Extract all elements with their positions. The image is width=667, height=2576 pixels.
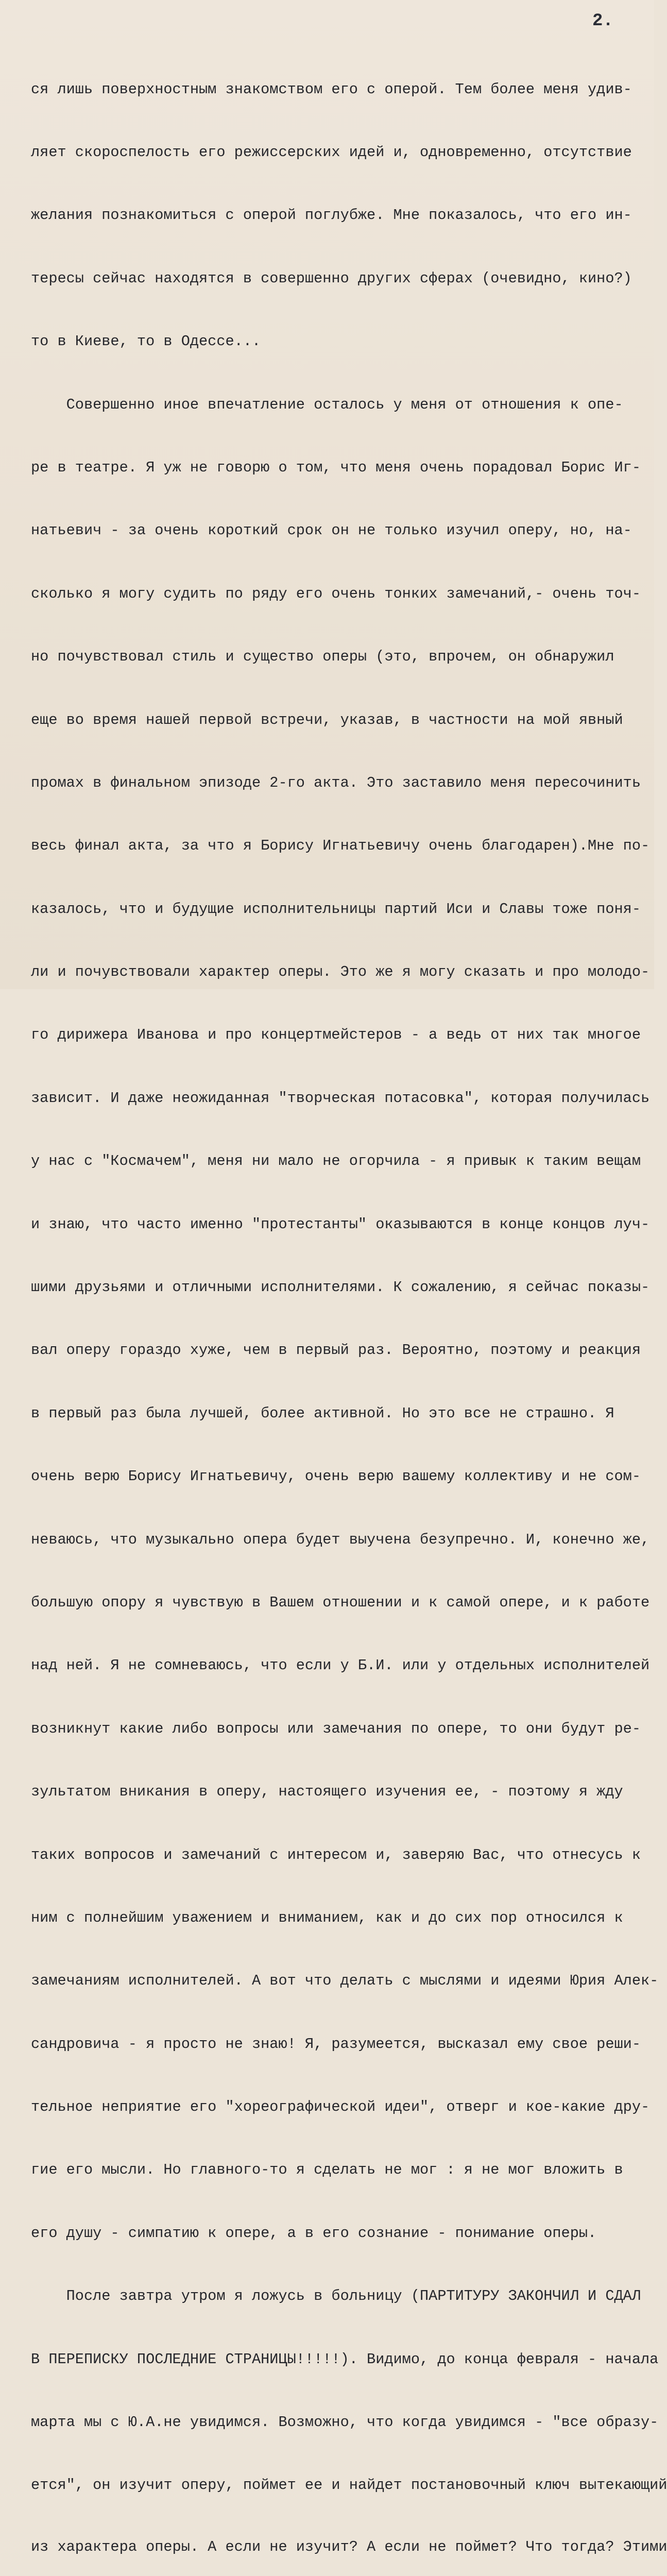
text-line: желания познакомиться с оперой поглубже. Мне показалось, что его ин- (31, 207, 632, 224)
text-line: из характера оперы. А если не изучит? А если не поймет? Что тогда? Этими (31, 2538, 667, 2555)
text-line: ляет скороспелость его режиссерских идей и, одновременно, отсутствие (31, 143, 632, 161)
text-line: ре в театре. Я уж не говорю о том, что меня очень порадовал Борис Иг- (31, 459, 641, 476)
text-line: зультатом вникания в оперу, настоящего изучения ее, - поэтому я жду (31, 1783, 623, 1801)
text-line: и знаю, что часто именно "протестанты" оказываются в конце концов луч- (31, 1215, 650, 1233)
text-line: зависит. И даже неожиданная "творческая потасовка", которая получилась (31, 1089, 650, 1107)
text-line: его душу - симпатию к опере, а в его сознание - понимание оперы. (31, 2224, 597, 2242)
text-line: промах в финальном эпизоде 2-го акта. Это заставило меня пересочинить (31, 774, 641, 791)
text-line: казалось, что и будущие исполнительницы партий Иси и Славы тоже поня- (31, 900, 641, 918)
text-line: го дирижера Иванова и про концертмейстеров - а ведь от них так многое (31, 1026, 641, 1044)
text-line: в первый раз была лучшей, более активной. Но это все не страшно. Я (31, 1404, 614, 1422)
text-line: тельное неприятие его "хореографической идеи", отверг и кое-какие дру- (31, 2098, 650, 2116)
text-line: вал оперу гораздо хуже, чем в первый раз. Вероятно, поэтому и реакция (31, 1342, 641, 1359)
text-line: очень верю Борису Игнатьевичу, очень верю вашему коллективу и не сом- (31, 1468, 641, 1485)
text-line: тересы сейчас находятся в совершенно других сферах (очевидно, кино?) (31, 269, 632, 287)
text-line: весь финал акта, за что я Борису Игнатьевичу очень благодарен).Мне по- (31, 837, 650, 855)
text-line: В ПЕРЕПИСКУ ПОСЛЕДНИЕ СТРАНИЦЫ!!!!!). Видимо, до конца февраля - начала (31, 2350, 659, 2368)
text-line: марта мы с Ю.А.не увидимся. Возможно, что когда увидимся - "все образу- (31, 2414, 659, 2431)
text-line: сандровича - я просто не знаю! Я, разумеется, высказал ему свое реши- (31, 2035, 641, 2053)
text-line: большую опору я чувствую в Вашем отношении и к самой опере, и к работе (31, 1594, 650, 1611)
text-line: шими друзьями и отличными исполнителями. К сожалению, я сейчас показы- (31, 1279, 650, 1296)
text-line: еще во время нашей первой встречи, указав, в частности на мой явный (31, 711, 623, 728)
text-line: таких вопросов и замечаний с интересом и, заверяю Вас, что отнесусь к (31, 1846, 641, 1863)
text-line: ся лишь поверхностным знакомством его с оперой. Тем более меня удив- (31, 80, 632, 98)
text-line: натьевич - за очень короткий срок он не только изучил оперу, но, на- (31, 522, 632, 539)
text-line: у нас с "Космачем", меня ни мало не огорчила - я привык к таким вещам (31, 1153, 641, 1170)
letter-body (31, 37, 667, 2555)
text-line: ли и почувствовали характер оперы. Это же я могу сказать и про молодо- (31, 963, 650, 981)
text-line: но почувствовал стиль и существо оперы (это, впрочем, он обнаружил (31, 648, 614, 666)
text-line: возникнут какие либо вопросы или замечания по опере, то они будут ре- (31, 1720, 641, 1737)
text-line: После завтра утром я ложусь в больницу (ПАРТИТУРУ ЗАКОНЧИЛ И СДАЛ (31, 2287, 641, 2305)
page-number: 2. (592, 11, 613, 31)
text-line: сколько я могу судить по ряду его очень тонких замечаний,- очень точ- (31, 585, 641, 602)
text-line: Совершенно иное впечатление осталось у меня от отношения к опе- (31, 396, 623, 413)
text-line: гие его мысли. Но главного-то я сделать не мог : я не мог вложить в (31, 2161, 623, 2179)
text-line: над ней. Я не сомневаюсь, что если у Б.И. или у отдельных исполнителей (31, 1657, 650, 1674)
text-line: ется", он изучит оперу, поймет ее и найдет постановочный ключ вытекающий (31, 2477, 667, 2494)
text-line: замечаниям исполнителей. А вот что делать с мыслями и идеями Юрия Алек- (31, 1972, 659, 1990)
text-line: то в Киеве, то в Одессе... (31, 333, 261, 350)
text-line: неваюсь, что музыкально опера будет выучена безупречно. И, конечно же, (31, 1531, 650, 1548)
text-line: ним с полнейшим уважением и вниманием, как и до сих пор относился к (31, 1909, 623, 1926)
